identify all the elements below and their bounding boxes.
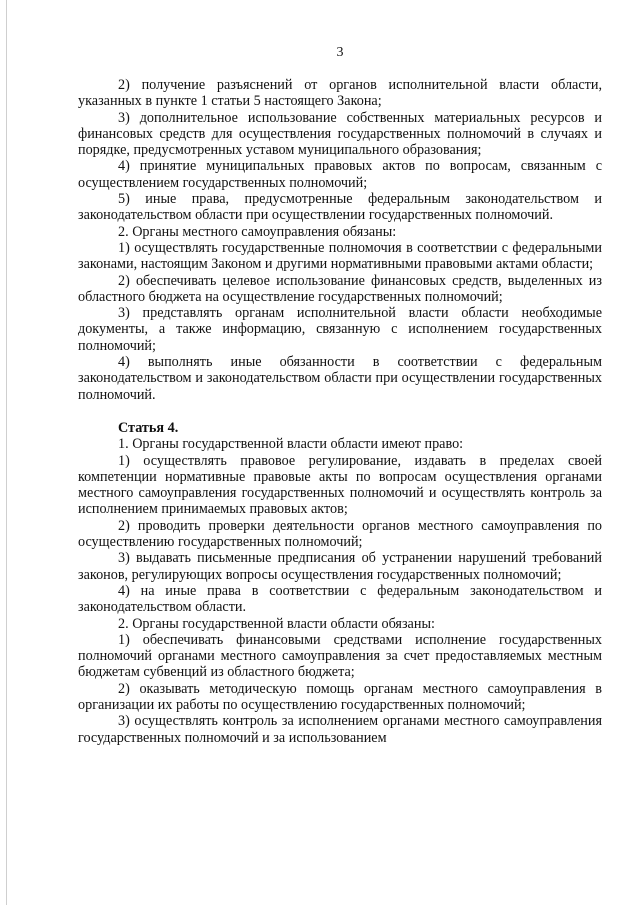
paragraph: 4) принятие муниципальных правовых актов по вопросам, связанным с осуществлением государственных полномочий; [78,158,602,191]
article-heading: Статья 4. [118,419,179,436]
paragraph: 3) дополнительное использование собственных материальных ресурсов и финансовых средств для осуществления государственных полномочий в случаях и порядке, предусмотренных уставом муниципального образования; [78,109,602,159]
article-paragraph: 1) осуществлять правовое регулирование, издавать в пределах своей компетенции нормативные правовые акты по вопросам осуществления органами местного самоуправления государственных полномочий и осуществлять контроль за исполнением принимаемых правовых актов; [78,452,602,518]
paragraph: 5) иные права, предусмотренные федеральным законодательством и законодательством области при осуществлении государственных полномочий. [78,191,602,224]
article-paragraph: 2) оказывать методическую помощь органам местного самоуправления в организации их работы по осуществлению государственных полномочий; [78,680,602,713]
paragraph: 2. Органы местного самоуправления обязаны: [118,223,397,240]
document-body [78,77,602,746]
article-paragraph: 1. Органы государственной власти области имеют право: [118,436,464,453]
paragraph: 2) обеспечивать целевое использование финансовых средств, выделенных из областного бюджета на осуществление государственных полномочий; [78,272,602,305]
paragraph: 4) выполнять иные обязанности в соответствии с федеральным законодательством и законодательством области при осуществлении государственных полномочий. [78,354,602,403]
article-paragraph: 2) проводить проверки деятельности органов местного самоуправления по осуществлению государственных полномочий; [78,517,602,551]
paragraph: 1) осуществлять государственные полномочия в соответствии с федеральными законами, настоящим Законом и другими нормативными правовыми актами области; [78,239,602,273]
article-paragraph: 4) на иные права в соответствии с федеральным законодательством и законодательством области. [78,582,602,616]
article-paragraph: 2. Органы государственной власти области обязаны: [118,615,435,632]
article-paragraph: 3) осуществлять контроль за исполнением органами местного самоуправления государственных полномочий и за использованием [78,713,602,746]
paragraph: 3) представлять органам исполнительной власти области необходимые документы, а также информацию, связанную с исполнением государственных полномочий; [78,305,602,354]
page-number: 3 [336,45,344,60]
paragraph: 2) получение разъяснений от органов исполнительной власти области, указанных в пункте 1 статьи 5 настоящего Закона; [78,77,602,110]
page-edge [6,0,7,905]
article-paragraph: 3) выдавать письменные предписания об устранении нарушений требований законов, регулирующих вопросы осуществления государственных полномочий; [78,550,602,583]
article-paragraph: 1) обеспечивать финансовыми средствами исполнение государственных полномочий органами местного самоуправления за счет предоставляемых местным бюджетам субвенций из областного бюджета; [78,631,602,681]
